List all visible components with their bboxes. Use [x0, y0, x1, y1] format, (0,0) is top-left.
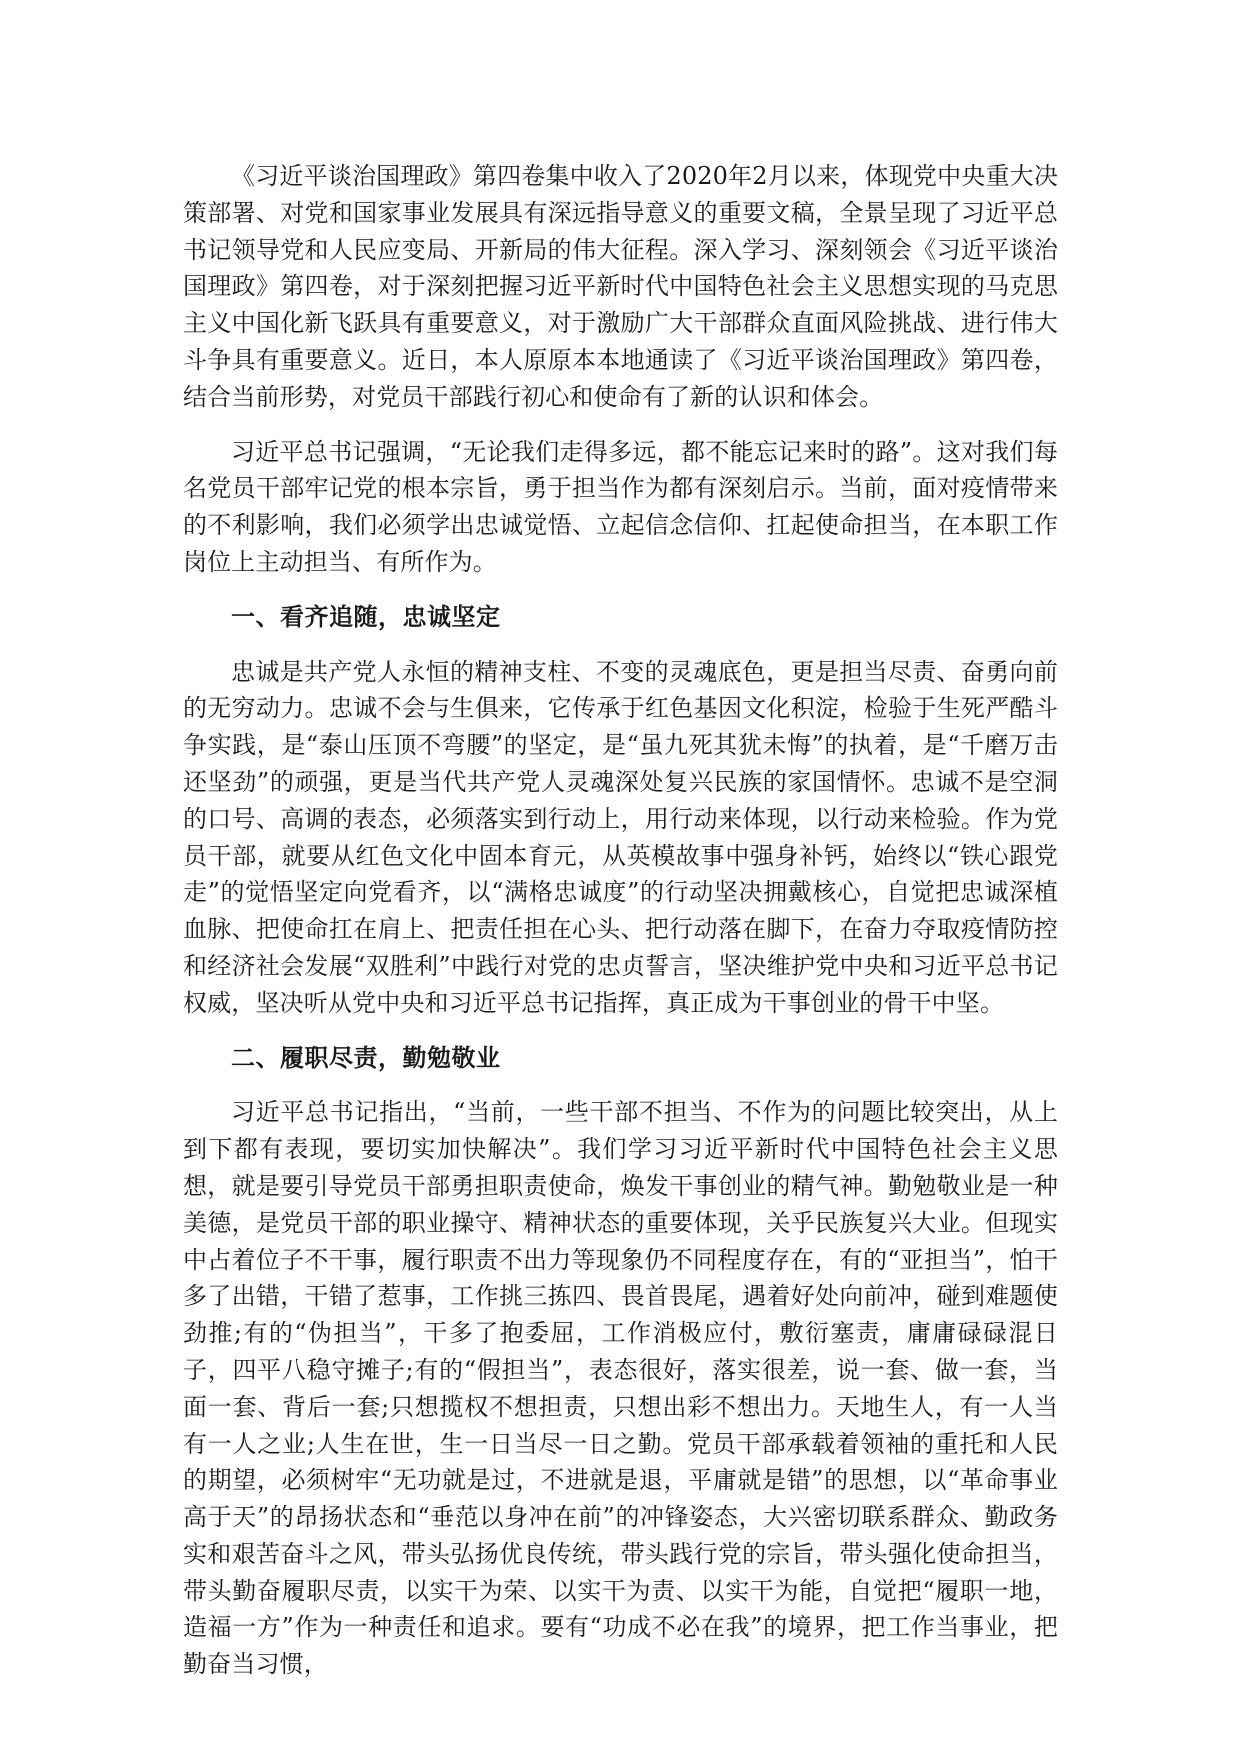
paragraph-spacer — [183, 1076, 1058, 1094]
paragraph-spacer — [183, 636, 1058, 654]
section-heading-2: 二、履职尽责，勤勉敬业 — [231, 1043, 501, 1072]
context-paragraph: 习近平总书记强调，“无论我们走得多远，都不能忘记来时的路”。这对我们每名党员干部牢记党的根本宗旨，勇于担当作为都有深刻启示。当前，面对疫情带来的不利影响，我们必须学出忠诚觉悟、立起信念信仰、扛起使命担当，在本职工作岗位上主动担当、有所作为。 — [183, 437, 1058, 576]
section-1-paragraph: 忠诚是共产党人永恒的精神支柱、不变的灵魂底色，更是担当尽责、奋勇向前的无穷动力。忠诚不会与生俱来，它传承于红色基因文化积淀，检验于生死严酷斗争实践，是“泰山压顶不弯腰”的坚定，是“虽九死其犹未悔”的执着，是“千磨万击还坚劲”的顽强，更是当代共产党人灵魂深处复兴民族的家国情怀。忠诚不是空洞的口号、高调的表态，必须落实到行动上，用行动来体现，以行动来检验。作为党员干部，就要从红色文化中固本育元，从英模故事中强身补钙，始终以“铁心跟党走”的觉悟坚定向党看齐，以“满格忠诚度”的行动坚决拥戴核心，自觉把忠诚深植血脉、把使命扛在肩上、把责任担在心头、把行动落在脚下，在奋力夺取疫情防控和经济社会发展“双胜利”中践行对党的忠贞誓言，坚决维护党中央和习近平总书记权威，坚决听从党中央和习近平总书记指挥，真正成为干事创业的骨干中坚。 — [183, 657, 1058, 1017]
document-page — [183, 158, 1058, 1683]
section-2-paragraph: 习近平总书记指出，“当前，一些干部不担当、不作为的问题比较突出，从上到下都有表现，要切实加快解决”。我们学习习近平新时代中国特色社会主义思想，就是要引导党员干部勇担职责使命，焕发干事创业的精气神。勤勉敬业是一种美德，是党员干部的职业操守、精神状态的重要体现，关乎民族复兴大业。但现实中占着位子不干事，履行职责不出力等现象仍不同程度存在，有的“亚担当”，怕干多了出错，干错了惹事，工作挑三拣四、畏首畏尾，遇着好处向前冲，碰到难题使劲推;有的“伪担当”，干多了抱委屈，工作消极应付，敷衍塞责，庸庸碌碌混日子，四平八稳守摊子;有的“假担当”，表态很好，落实很差，说一套、做一套，当面一套、背后一套;只想揽权不想担责，只想出彩不想出力。天地生人，有一人当有一人之业;人生在世，生一日当尽一日之勤。党员干部承载着领袖的重托和人民的期望，必须树牢“无功就是过，不进就是退，平庸就是错”的思想，以“革命事业高于天”的昂扬状态和“垂范以身冲在前”的冲锋姿态，大兴密切联系群众、勤政务实和艰苦奋斗之风，带头弘扬优良传统，带头践行党的宗旨，带头强化使命担当，带头勤奋履职尽责，以实干为荣、以实干为责、以实干为能，自觉把“履职一地，造福一方”作为一种责任和追求。要有“功成不必在我”的境界，把工作当事业，把勤奋当习惯， — [183, 1098, 1058, 1679]
intro-paragraph: 《习近平谈治国理政》第四卷集中收入了2020年2月以来，体现党中央重大决策部署、对党和国家事业发展具有深远指导意义的重要文稿，全景呈现了习近平总书记领导党和人民应变局、开新局的伟大征程。深入学习、深刻领会《习近平谈治国理政》第四卷，对于深刻把握习近平新时代中国特色社会主义思想实现的马克思主义中国化新飞跃具有重要意义，对于激励广大干部群众直面风险挑战、进行伟大斗争具有重要意义。近日，本人原原本本地通读了《习近平谈治国理政》第四卷，结合当前形势，对党员干部践行初心和使命有了新的认识和体会。 — [183, 162, 1058, 411]
paragraph-spacer — [183, 1022, 1058, 1040]
paragraph-spacer — [183, 416, 1058, 434]
section-heading-1: 一、看齐追随，忠诚坚定 — [231, 602, 501, 631]
paragraph-spacer — [183, 581, 1058, 599]
